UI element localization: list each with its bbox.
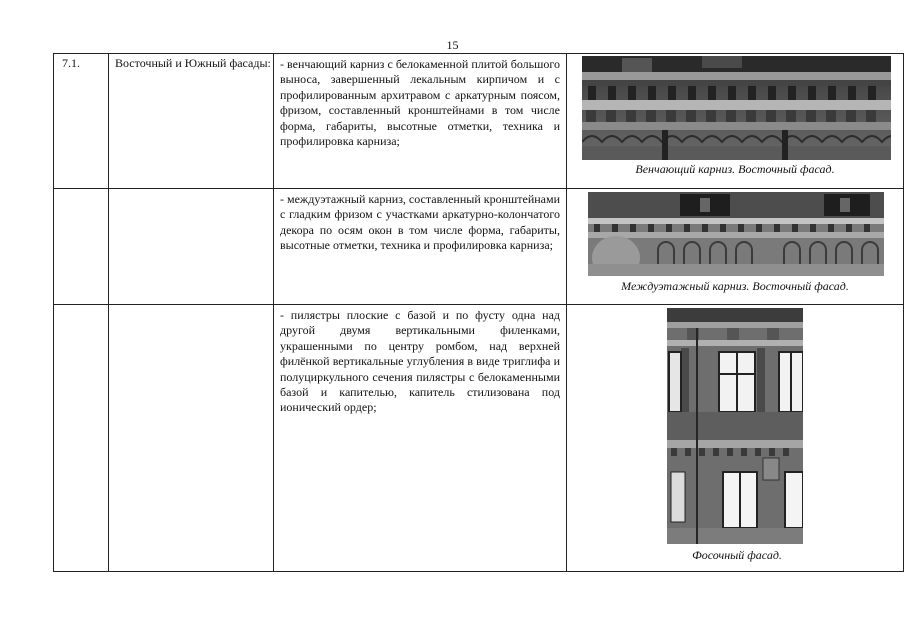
row-image-cell (567, 305, 904, 572)
row-name (109, 305, 274, 572)
photo-caption: Междуэтажный карниз. Восточный фасад. (621, 279, 849, 293)
row-name: Восточный и Южный фасады: (109, 54, 274, 189)
photo-caption: Венчающий карниз. Восточный фасад. (635, 162, 835, 176)
row-description: - пилястры плоские с базой и по фусту одна над другой двумя вертикальными филенками, украшенными по центру ромбом, над верхней филёнкой вертикальные углубления в виде триглифа и полуциркульного сечения пилястры с белокаменными базой и капителью, капитель стилизована под ионический ордер; (274, 305, 567, 572)
row-number (54, 189, 109, 305)
cornice-photo (582, 56, 891, 160)
row-number (54, 305, 109, 572)
photo-caption: Фосочный фасад. (692, 548, 782, 562)
document-table (53, 53, 904, 572)
row-description: - междуэтажный карниз, составленный кронштейнами с гладким фризом с участками аркатурно-колончатого декора по осям окон в том числе форма, габариты, высотные отметки, техника и профилировка карниза; (274, 189, 567, 305)
table-row (54, 54, 904, 189)
interfloor-cornice-photo (588, 192, 884, 276)
row-image-cell (567, 54, 904, 189)
table-row (54, 305, 904, 572)
page-number: 15 (446, 38, 459, 52)
row-name (109, 189, 274, 305)
facade-photo (667, 308, 803, 544)
row-image-cell (567, 189, 904, 305)
table-row (54, 189, 904, 305)
row-description: - венчающий карниз с белокаменной плитой большого выноса, завершенный лекальным кирпичом и с профилированным архитравом с аркатурным поясом, фризом, составленный кронштейнами в том числе форма, габариты, высотные отметки, техника и профилировка карниза; (274, 54, 567, 189)
row-number: 7.1. (54, 54, 109, 189)
